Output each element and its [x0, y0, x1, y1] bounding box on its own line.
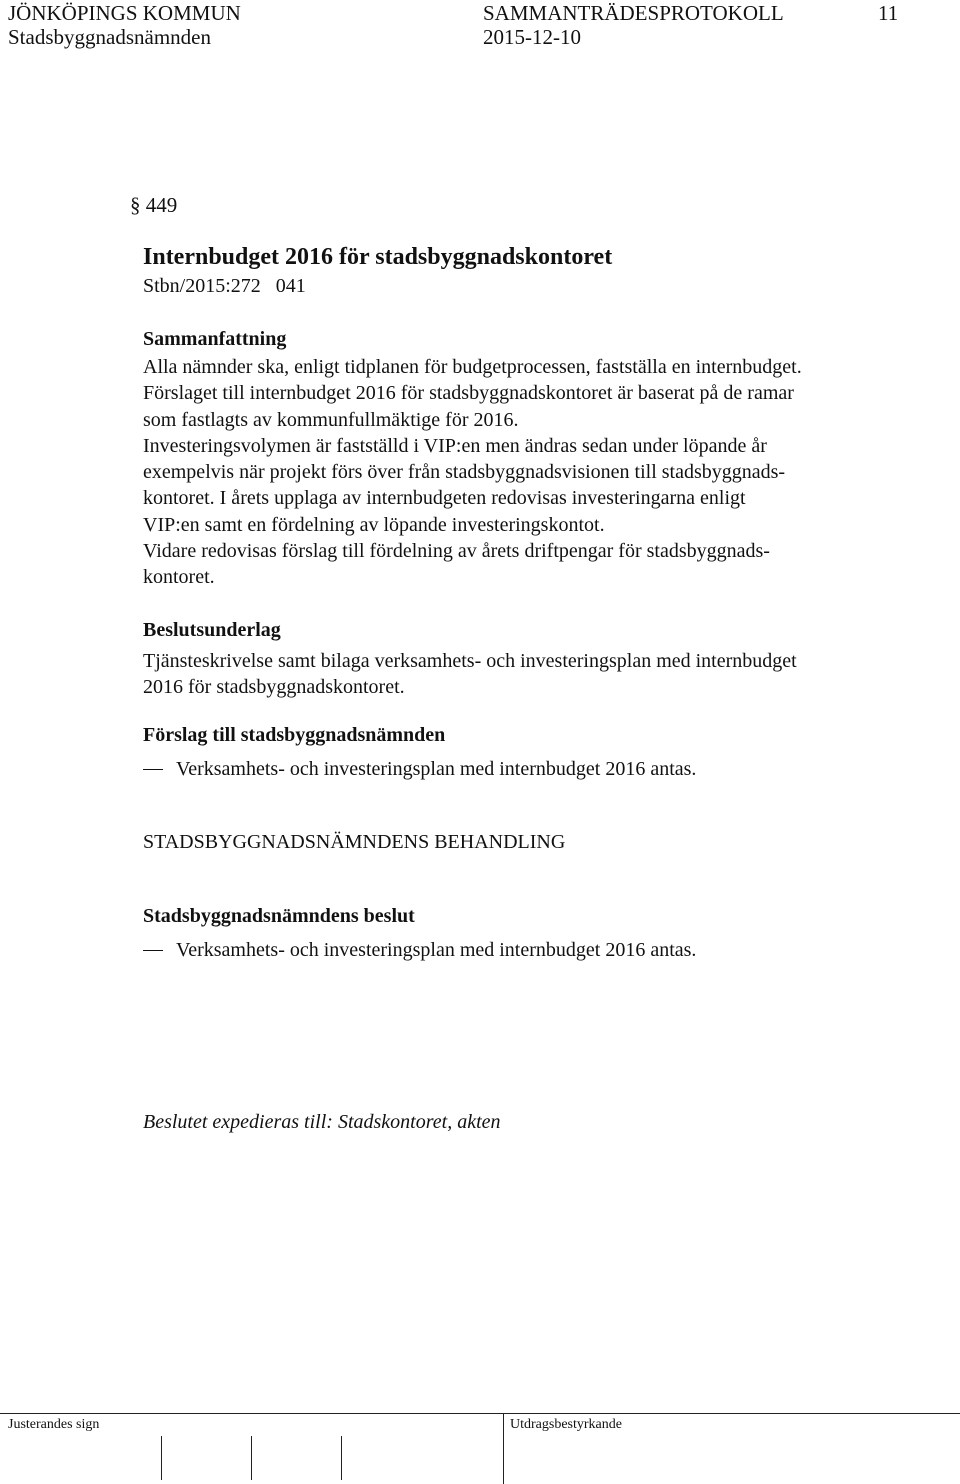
- page-title: Internbudget 2016 för stadsbyggnadskontoret: [143, 244, 613, 270]
- dispatch-note: Beslutet expedieras till: Stadskontoret, akten: [143, 1111, 501, 1133]
- summary-line: Vidare redovisas förslag till fördelning av årets driftpengar för stadsbyggnads-: [143, 540, 770, 563]
- signature-box-divider: [161, 1436, 162, 1480]
- treatment-heading: STADSBYGGNADSNÄMNDENS BEHANDLING: [143, 831, 566, 853]
- summary-line: VIP:en samt en fördelning av löpande investeringskontot.: [143, 513, 605, 536]
- decision-list-item: [143, 937, 696, 963]
- summary-line: kontoret.: [143, 566, 215, 589]
- summary-line: kontoret. I årets upplaga av internbudgeten redovisas investeringarna enligt: [143, 487, 746, 510]
- page-number: 11: [878, 1, 899, 25]
- summary-line: Förslaget till internbudget 2016 för stadsbyggnadskontoret är baserat på de ramar: [143, 382, 794, 405]
- signature-box-divider: [341, 1436, 342, 1480]
- case-reference: Stbn/2015:272 041: [143, 275, 306, 297]
- summary-line: som fastlagts av kommunfullmäktige för 2016.: [143, 408, 519, 431]
- proposal-text: Verksamhets- och investeringsplan med internbudget 2016 antas.: [176, 758, 697, 780]
- basis-heading: Beslutsunderlag: [143, 619, 281, 641]
- signature-box-divider: [251, 1436, 252, 1480]
- basis-line: Tjänsteskrivelse samt bilaga verksamhets- och investeringsplan med internbudget: [143, 650, 797, 672]
- basis-line: 2016 för stadsbyggnadskontoret.: [143, 676, 405, 699]
- summary-line: Alla nämnder ska, enligt tidplanen för budgetprocessen, fastställa en internbudget.: [143, 356, 802, 378]
- footer-divider: [0, 1413, 960, 1414]
- org-name: JÖNKÖPINGS KOMMUN: [8, 1, 241, 25]
- proposal-heading: Förslag till stadsbyggnadsnämnden: [143, 724, 446, 746]
- summary-line: Investeringsvolymen är fastställd i VIP:en men ändras sedan under löpande år: [143, 434, 767, 457]
- decision-text: Verksamhets- och investeringsplan med internbudget 2016 antas.: [176, 939, 697, 961]
- summary-heading: Sammanfattning: [143, 328, 287, 350]
- footer-justering-label: Justerandes sign: [8, 1417, 100, 1432]
- dash-bullet-icon: [143, 950, 163, 952]
- basis-text: [143, 648, 903, 701]
- decision-heading: Stadsbyggnadsnämndens beslut: [143, 905, 415, 927]
- summary-line: exempelvis när projekt förs över från stadsbyggnadsvisionen till stadsbyggnads-: [143, 461, 786, 484]
- dash-bullet-icon: [143, 769, 163, 771]
- document-type: SAMMANTRÄDESPROTOKOLL: [483, 1, 784, 25]
- committee-name: Stadsbyggnadsnämnden: [8, 25, 211, 49]
- proposal-list-item: [143, 756, 696, 782]
- footer-utdrag-label: Utdragsbestyrkande: [510, 1417, 622, 1432]
- footer-column-divider: [503, 1413, 504, 1484]
- summary-text: [143, 354, 903, 591]
- meeting-date: 2015-12-10: [483, 25, 581, 49]
- paragraph-number: § 449: [130, 193, 178, 217]
